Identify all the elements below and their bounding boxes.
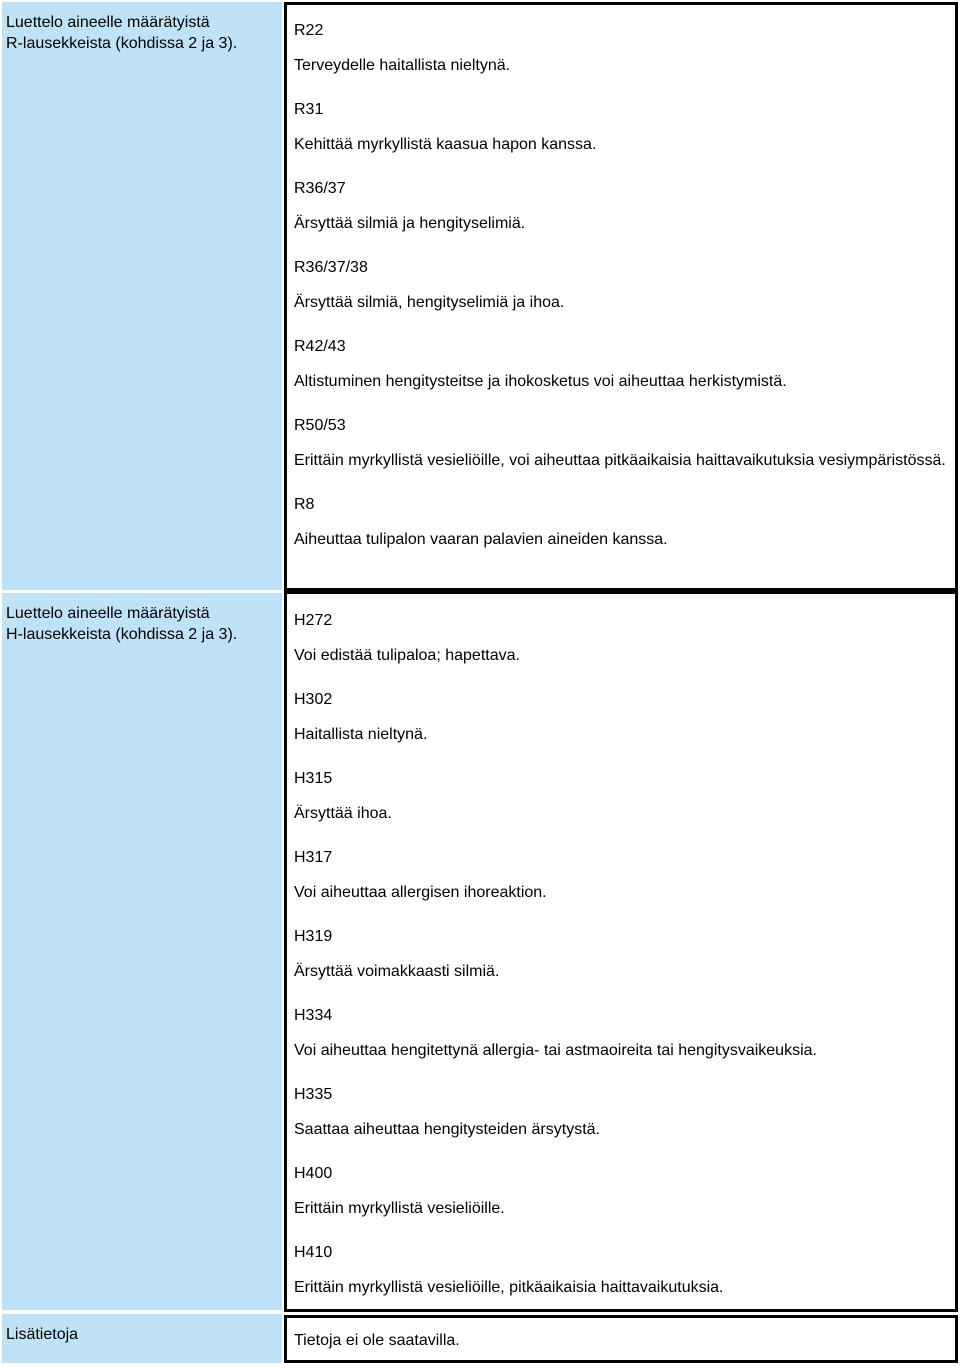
- phrase-entry: [294, 99, 955, 156]
- phrase-entry: [294, 178, 955, 235]
- phrase-text: Erittäin myrkyllistä vesieliöille.: [294, 1200, 505, 1217]
- phrase-text: Voi aiheuttaa allergisen ihoreaktion.: [294, 884, 547, 901]
- phrase-entry: [294, 20, 955, 77]
- phrase-code: H315: [294, 770, 333, 787]
- phrase-text: Ärsyttää voimakkaasti silmiä.: [294, 963, 500, 980]
- phrase-code: H334: [294, 1007, 333, 1024]
- phrase-code: R50/53: [294, 417, 346, 434]
- phrase-entry: [294, 847, 955, 904]
- phrase-code: R36/37: [294, 180, 346, 197]
- phrase-text: Erittäin myrkyllistä vesieliöille, pitkäaikaisia haittavaikutuksia.: [294, 1279, 724, 1296]
- phrase-code: R42/43: [294, 338, 346, 355]
- phrase-code: H335: [294, 1086, 333, 1103]
- phrase-text: Ärsyttää ihoa.: [294, 805, 392, 822]
- phrase-entry: [294, 1084, 955, 1141]
- phrase-entry: [294, 1163, 955, 1220]
- phrase-entry: [294, 1005, 955, 1062]
- additional-info-text: Tietoja ei ole saatavilla.: [294, 1332, 460, 1349]
- phrase-text: Voi aiheuttaa hengitettynä allergia- tai astmaoireita tai hengitysvaikeuksia.: [294, 1042, 817, 1059]
- phrase-text: Aiheuttaa tulipalon vaaran palavien aineiden kanssa.: [294, 531, 668, 548]
- phrase-code: H400: [294, 1165, 333, 1182]
- phrase-entry: [294, 415, 955, 472]
- additional-info-box: [284, 1315, 958, 1363]
- phrase-text: Kehittää myrkyllistä kaasua hapon kanssa.: [294, 136, 597, 153]
- phrase-entry: [294, 1242, 955, 1299]
- phrase-entry: [294, 689, 955, 746]
- phrase-entry: [294, 336, 955, 393]
- phrase-code: H272: [294, 612, 333, 629]
- r-phrases-list: [284, 2, 958, 591]
- phrase-code: H319: [294, 928, 333, 945]
- phrase-entry: [294, 768, 955, 825]
- h-phrases-section-label: Luettelo aineelle määrätyistä H-lausekkeista (kohdissa 2 ja 3).: [2, 593, 282, 1310]
- phrase-code: R8: [294, 496, 315, 513]
- phrase-code: H302: [294, 691, 333, 708]
- phrase-text: Terveydelle haitallista nieltynä.: [294, 57, 511, 74]
- phrase-entry: [294, 494, 955, 551]
- r-phrases-section-label: Luettelo aineelle määrätyistä R-lausekkeista (kohdissa 2 ja 3).: [2, 2, 282, 590]
- phrase-text: Ärsyttää silmiä, hengityselimiä ja ihoa.: [294, 294, 565, 311]
- phrase-text: Voi edistää tulipaloa; hapettava.: [294, 647, 520, 664]
- phrase-entry: [294, 610, 955, 667]
- h-phrases-list: [284, 591, 958, 1312]
- phrase-text: Haitallista nieltynä.: [294, 726, 428, 743]
- phrase-entry: [294, 926, 955, 983]
- phrase-code: H410: [294, 1244, 333, 1261]
- phrase-code: R31: [294, 101, 324, 118]
- phrase-code: R36/37/38: [294, 259, 368, 276]
- phrase-text: Altistuminen hengitysteitse ja ihokosketus voi aiheuttaa herkistymistä.: [294, 373, 787, 390]
- additional-info-label: Lisätietoja: [2, 1314, 282, 1363]
- phrase-text: Saattaa aiheuttaa hengitysteiden ärsytystä.: [294, 1121, 600, 1138]
- phrase-text: Erittäin myrkyllistä vesieliöille, voi aiheuttaa pitkäaikaisia haittavaikutuksia vesiympäristössä.: [294, 452, 946, 469]
- phrase-text: Ärsyttää silmiä ja hengityselimiä.: [294, 215, 526, 232]
- phrase-entry: [294, 257, 955, 314]
- phrase-code: H317: [294, 849, 333, 866]
- phrase-code: R22: [294, 22, 324, 39]
